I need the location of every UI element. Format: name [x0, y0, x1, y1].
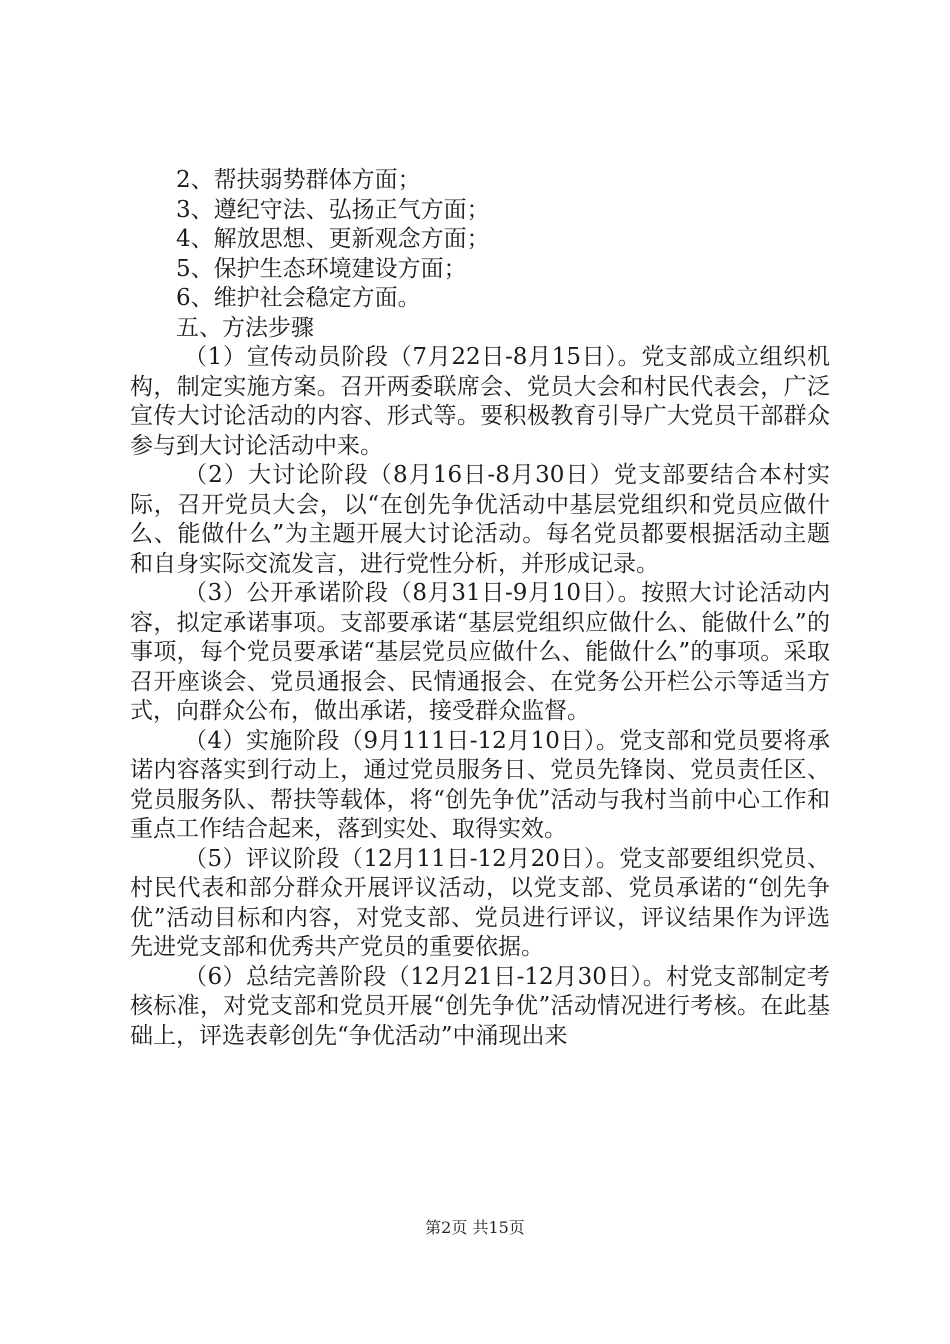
paragraph-step-6: （6）总结完善阶段（12月21日-12月30日）。村党支部制定考核标准，对党支部和党员开展“创先争优”活动情况进行考核。在此基础上，评选表彰创先“争优活动”中涌现出来 [130, 963, 830, 1049]
paragraph-step-3: （3）公开承诺阶段（8月31日-9月10日）。按照大讨论活动内容，拟定承诺事项。支部要承诺“基层党组织应做什么、能做什么”的事项，每个党员要承诺“基层党员应做什么、能做什么”的事项。采取召开座谈会、党员通报会、民情通报会、在党务公开栏公示等适当方式，向群众公布，做出承诺，接受群众监督。 [130, 580, 830, 724]
page-number-footer: 第2页 共15页 [425, 1218, 525, 1237]
paragraph-step-4: （4）实施阶段（9月111日-12月10日）。党支部和党员要将承诺内容落实到行动上，通过党员服务日、党员先锋岗、党员责任区、党员服务队、帮扶等载体，将“创先争优”活动与我村当前中心工作和重点工作结合起来，落到实处、取得实效。 [130, 727, 830, 842]
list-item: 4、解放思想、更新观念方面； [176, 226, 490, 252]
list-item: 2、帮扶弱势群体方面； [176, 167, 421, 193]
paragraph-step-1: （1）宣传动员阶段（7月22日-8月15日）。党支部成立组织机构，制定实施方案。召开两委联席会、党员大会和村民代表会，广泛宣传大讨论活动的内容、形式等。要积极教育引导广大党员干部群众参与到大讨论活动中来。 [130, 344, 830, 459]
list-item: 6、维护社会稳定方面。 [176, 285, 421, 311]
paragraph-step-2: （2）大讨论阶段（8月16日-8月30日）党支部要结合本村实际，召开党员大会，以“在创先争优活动中基层党组织和党员应做什么、能做什么”为主题开展大讨论活动。每名党员都要根据活动主题和自身实际交流发言，进行党性分析，并形成记录。 [130, 462, 830, 577]
document-body [130, 166, 830, 1051]
list-item: 3、遵纪守法、弘扬正气方面； [176, 196, 490, 223]
section-heading: 五、方法步骤 [176, 314, 314, 341]
paragraph-step-5: （5）评议阶段（12月11日-12月20日）。党支部要组织党员、村民代表和部分群众开展评议活动，以党支部、党员承诺的“创先争优”活动目标和内容，对党支部、党员进行评议，评议结果作为评选先进党支部和优秀共产党员的重要依据。 [130, 845, 830, 960]
list-item: 5、保护生态环境建设方面； [176, 255, 467, 282]
